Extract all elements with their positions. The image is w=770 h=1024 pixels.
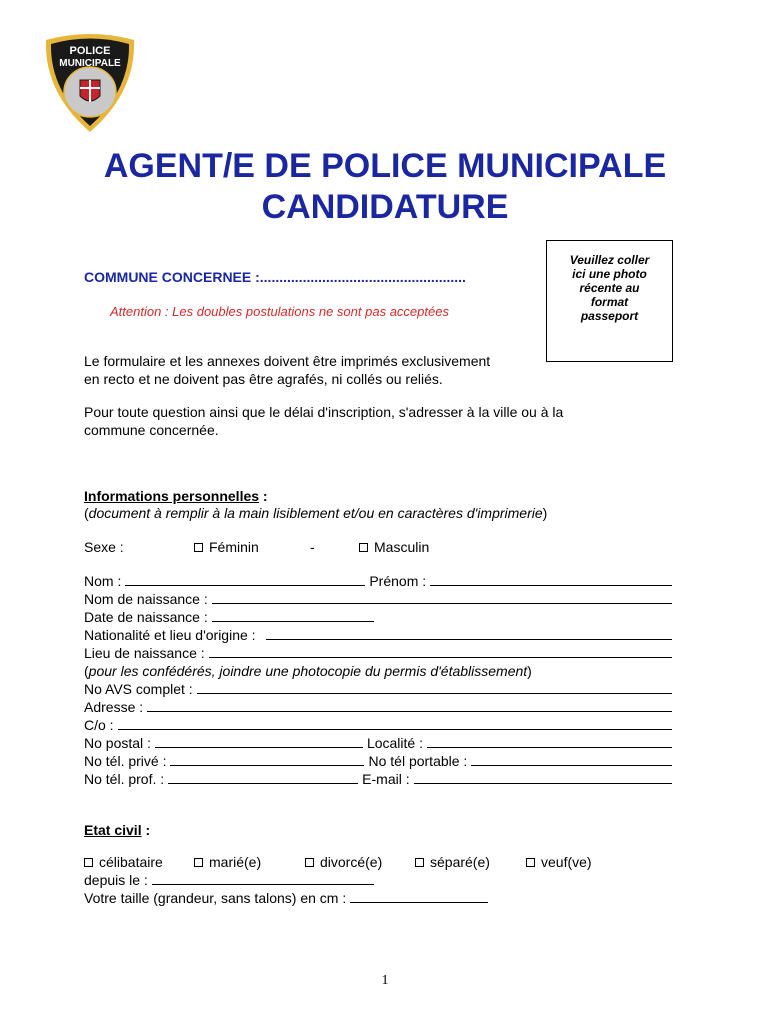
- checkbox-marie[interactable]: [194, 853, 261, 871]
- prenom-label: Prénom :: [369, 573, 427, 589]
- row-postal-localite: [84, 734, 672, 752]
- checkbox-feminin[interactable]: [194, 538, 259, 556]
- postal-field[interactable]: [155, 734, 363, 748]
- veuf-label: veuf(ve): [541, 854, 592, 870]
- badge-text-police: POLICE: [69, 45, 111, 57]
- lieu-naissance-field[interactable]: [209, 644, 672, 658]
- instruction-print: Le formulaire et les annexes doivent être imprimés exclusivement en recto et ne doivent pas être agrafés, ni collés ou reliés.: [84, 353, 491, 387]
- tel-prof-field[interactable]: [168, 770, 358, 784]
- title-line-2: CANDIDATURE: [261, 188, 509, 226]
- tel-portable-label: No tél portable :: [368, 753, 468, 769]
- tel-prive-label: No tél. privé :: [84, 753, 167, 769]
- confederes-text: pour les confédérés, joindre une photocopie du permis d'établissement: [88, 663, 528, 679]
- checkbox-square-icon: [84, 858, 93, 867]
- row-nationalite: [84, 626, 672, 644]
- checkbox-square-icon: [359, 543, 368, 552]
- tel-portable-field[interactable]: [471, 752, 672, 766]
- co-label: C/o :: [84, 717, 114, 733]
- row-date-naissance: [84, 608, 374, 626]
- localite-label: Localité :: [366, 735, 423, 751]
- feminin-label: Féminin: [209, 539, 259, 555]
- adresse-label: Adresse :: [84, 699, 144, 715]
- row-taille: [84, 889, 488, 907]
- row-tel-prof-email: [84, 770, 672, 788]
- checkbox-divorce[interactable]: [305, 853, 382, 871]
- checkbox-veuf[interactable]: [526, 853, 592, 871]
- lieu-naissance-label: Lieu de naissance :: [84, 645, 205, 661]
- row-depuis: [84, 871, 374, 889]
- email-field[interactable]: [414, 770, 672, 784]
- divorce-label: divorcé(e): [320, 854, 383, 870]
- photo-box: [546, 240, 673, 362]
- etat-civil-heading: [84, 821, 150, 839]
- taille-label: Votre taille (grandeur, sans talons) en cm :: [84, 890, 347, 906]
- nationalite-label: Nationalité et lieu d'origine :: [84, 627, 256, 643]
- instruction-contact: Pour toute question ainsi que le délai d'inscription, s'adresser à la ville ou à la commune concernée.: [84, 404, 564, 438]
- row-lieu-naissance: [84, 644, 672, 662]
- police-municipale-badge: [40, 30, 140, 134]
- note-close-paren: ): [542, 505, 548, 521]
- nom-field[interactable]: [125, 572, 365, 586]
- co-field[interactable]: [118, 716, 672, 730]
- personal-info-heading: [84, 487, 268, 505]
- personal-info-colon: :: [259, 488, 268, 504]
- depuis-label: depuis le :: [84, 872, 148, 888]
- prenom-field[interactable]: [430, 572, 672, 586]
- date-naissance-field[interactable]: [212, 608, 374, 622]
- avs-label: No AVS complet :: [84, 681, 193, 697]
- celibataire-label: célibataire: [99, 854, 163, 870]
- checkbox-square-icon: [526, 858, 535, 867]
- row-adresse: [84, 698, 672, 716]
- checkbox-square-icon: [305, 858, 314, 867]
- confederes-close-paren: ): [527, 663, 532, 679]
- date-naissance-label: Date de naissance :: [84, 609, 208, 625]
- tel-prof-label: No tél. prof. :: [84, 771, 165, 787]
- checkbox-separe[interactable]: [415, 853, 490, 871]
- row-co: [84, 716, 672, 734]
- page-number: 1: [381, 973, 389, 988]
- attention-note: Attention : Les doubles postulations ne sont pas acceptées: [110, 304, 449, 319]
- row-nom-prenom: [84, 572, 672, 590]
- tel-prive-field[interactable]: [170, 752, 364, 766]
- confederes-open-paren: (: [84, 663, 89, 679]
- nom-naissance-field[interactable]: [212, 590, 672, 604]
- title-line-1: AGENT/E DE POLICE MUNICIPALE: [103, 147, 667, 185]
- nom-naissance-label: Nom de naissance :: [84, 591, 208, 607]
- checkbox-masculin[interactable]: [359, 538, 429, 556]
- etat-civil-colon: :: [141, 822, 151, 838]
- row-avs: [84, 680, 672, 698]
- sexe-label: Sexe :: [84, 539, 124, 555]
- depuis-field[interactable]: [152, 871, 374, 885]
- note-open-paren: (: [84, 505, 89, 521]
- commune-field[interactable]: COMMUNE CONCERNEE :.....................................................: [84, 269, 466, 285]
- nationalite-field[interactable]: [266, 626, 672, 640]
- adresse-field[interactable]: [147, 698, 672, 712]
- masculin-label: Masculin: [374, 539, 430, 555]
- checkbox-square-icon: [194, 543, 203, 552]
- confederes-note: [84, 662, 532, 680]
- note-text: document à remplir à la main lisiblement et/ou en caractères d'imprimerie: [88, 505, 543, 521]
- taille-field[interactable]: [350, 889, 488, 903]
- checkbox-square-icon: [194, 858, 203, 867]
- nom-label: Nom :: [84, 573, 122, 589]
- checkbox-square-icon: [415, 858, 424, 867]
- marie-label: marié(e): [209, 854, 262, 870]
- etat-civil-title: Etat civil: [84, 822, 142, 838]
- postal-label: No postal :: [84, 735, 151, 751]
- email-label: E-mail :: [362, 771, 410, 787]
- row-tel-prive-portable: [84, 752, 672, 770]
- avs-field[interactable]: [197, 680, 672, 694]
- checkbox-celibataire[interactable]: [84, 853, 163, 871]
- personal-info-note: [84, 504, 547, 522]
- localite-field[interactable]: [427, 734, 672, 748]
- row-nom-naissance: [84, 590, 672, 608]
- personal-info-title: Informations personnelles: [84, 488, 260, 504]
- badge-text-municipale: MUNICIPALE: [59, 58, 121, 69]
- separe-label: séparé(e): [430, 854, 490, 870]
- sexe-dash: -: [310, 539, 315, 555]
- photo-instructions: Veuillez coller ici une photo récente au format passeport: [569, 253, 650, 323]
